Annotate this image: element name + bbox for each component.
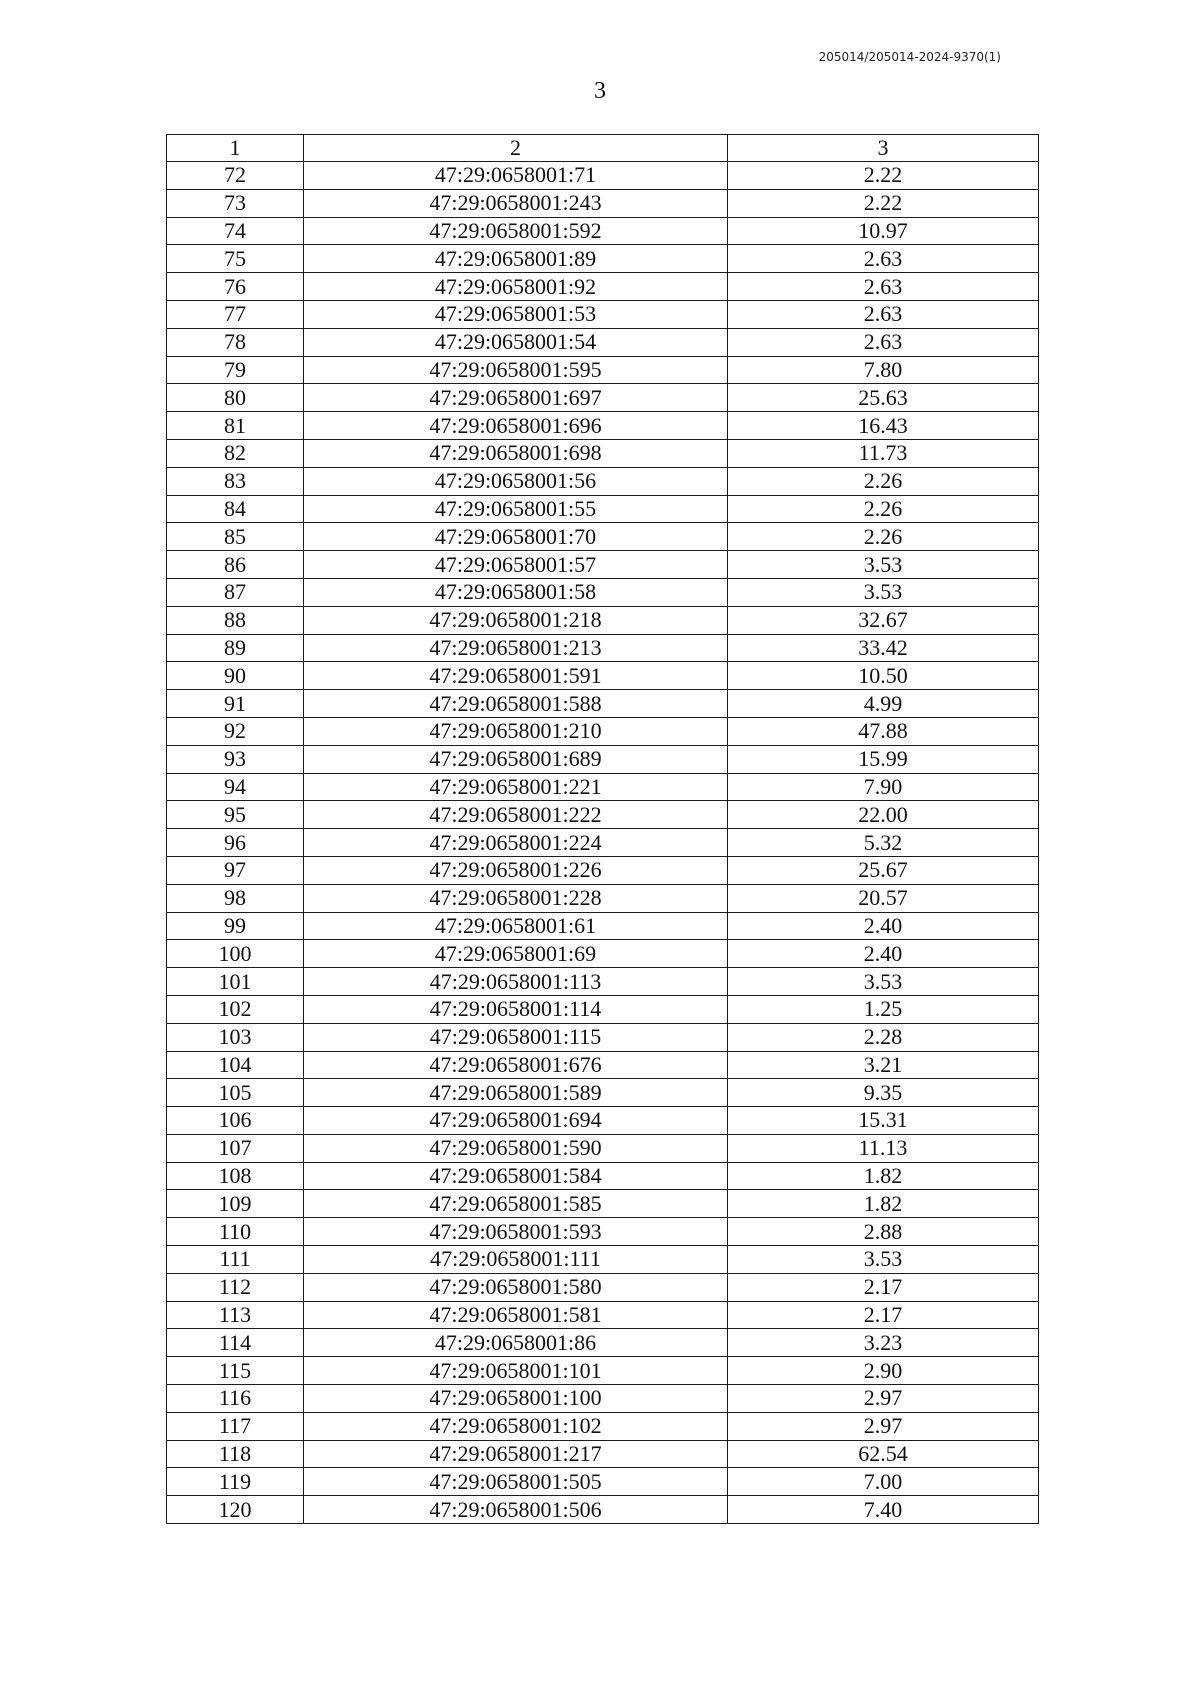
table-row [167, 940, 1039, 968]
table-row [167, 1357, 1039, 1385]
page-number: 3 [594, 78, 606, 104]
table-row [167, 328, 1039, 356]
cadastral-number-cell: 47:29:0658001:221 [304, 773, 728, 801]
cadastral-number-cell: 47:29:0658001:584 [304, 1162, 728, 1190]
value-cell: 33.42 [728, 634, 1039, 662]
table-row [167, 1246, 1039, 1274]
value-cell: 2.40 [728, 940, 1039, 968]
value-cell: 2.97 [728, 1412, 1039, 1440]
table-row [167, 1273, 1039, 1301]
row-number-cell: 83 [167, 467, 304, 495]
row-number-cell: 118 [167, 1440, 304, 1468]
table-row [167, 189, 1039, 217]
cadastral-number-cell: 47:29:0658001:55 [304, 495, 728, 523]
cadastral-number-cell: 47:29:0658001:57 [304, 551, 728, 579]
table-row [167, 829, 1039, 857]
table-row [167, 662, 1039, 690]
row-number-cell: 107 [167, 1134, 304, 1162]
cadastral-number-cell: 47:29:0658001:595 [304, 356, 728, 384]
table-row [167, 412, 1039, 440]
value-cell: 2.63 [728, 273, 1039, 301]
row-number-cell: 117 [167, 1412, 304, 1440]
value-cell: 22.00 [728, 801, 1039, 829]
value-cell: 1.82 [728, 1190, 1039, 1218]
value-cell: 2.63 [728, 300, 1039, 328]
value-cell: 25.67 [728, 856, 1039, 884]
value-cell: 1.25 [728, 995, 1039, 1023]
row-number-cell: 93 [167, 745, 304, 773]
cadastral-number-cell: 47:29:0658001:581 [304, 1301, 728, 1329]
row-number-cell: 115 [167, 1357, 304, 1385]
row-number-cell: 76 [167, 273, 304, 301]
value-cell: 3.53 [728, 578, 1039, 606]
value-cell: 1.82 [728, 1162, 1039, 1190]
cadastral-number-cell: 47:29:0658001:58 [304, 578, 728, 606]
table-row [167, 1023, 1039, 1051]
cadastral-number-cell: 47:29:0658001:224 [304, 829, 728, 857]
column-header-1: 1 [167, 135, 304, 162]
row-number-cell: 109 [167, 1190, 304, 1218]
value-cell: 2.26 [728, 495, 1039, 523]
cadastral-number-cell: 47:29:0658001:113 [304, 968, 728, 996]
row-number-cell: 92 [167, 717, 304, 745]
value-cell: 10.97 [728, 217, 1039, 245]
cadastral-number-cell: 47:29:0658001:506 [304, 1496, 728, 1524]
value-cell: 4.99 [728, 690, 1039, 718]
value-cell: 3.53 [728, 968, 1039, 996]
column-header-2: 2 [304, 135, 728, 162]
table-row [167, 1162, 1039, 1190]
row-number-cell: 94 [167, 773, 304, 801]
cadastral-number-cell: 47:29:0658001:591 [304, 662, 728, 690]
table-row [167, 1218, 1039, 1246]
cadastral-number-cell: 47:29:0658001:213 [304, 634, 728, 662]
table-header [167, 135, 1039, 162]
table-row [167, 245, 1039, 273]
table-row [167, 773, 1039, 801]
cadastral-number-cell: 47:29:0658001:71 [304, 162, 728, 190]
row-number-cell: 104 [167, 1051, 304, 1079]
cadastral-number-cell: 47:29:0658001:588 [304, 690, 728, 718]
table-row [167, 162, 1039, 190]
cadastral-number-cell: 47:29:0658001:218 [304, 606, 728, 634]
value-cell: 16.43 [728, 412, 1039, 440]
table-row [167, 606, 1039, 634]
cadastral-number-cell: 47:29:0658001:589 [304, 1079, 728, 1107]
value-cell: 2.28 [728, 1023, 1039, 1051]
cadastral-number-cell: 47:29:0658001:101 [304, 1357, 728, 1385]
cadastral-number-cell: 47:29:0658001:505 [304, 1468, 728, 1496]
value-cell: 20.57 [728, 884, 1039, 912]
value-cell: 2.63 [728, 245, 1039, 273]
cadastral-number-cell: 47:29:0658001:111 [304, 1246, 728, 1274]
row-number-cell: 90 [167, 662, 304, 690]
row-number-cell: 112 [167, 1273, 304, 1301]
table-row [167, 578, 1039, 606]
row-number-cell: 86 [167, 551, 304, 579]
value-cell: 9.35 [728, 1079, 1039, 1107]
table-row [167, 856, 1039, 884]
value-cell: 11.13 [728, 1134, 1039, 1162]
value-cell: 2.17 [728, 1273, 1039, 1301]
row-number-cell: 105 [167, 1079, 304, 1107]
value-cell: 11.73 [728, 439, 1039, 467]
row-number-cell: 91 [167, 690, 304, 718]
table-row [167, 1329, 1039, 1357]
table-row [167, 300, 1039, 328]
table-row [167, 1134, 1039, 1162]
table-row [167, 495, 1039, 523]
row-number-cell: 87 [167, 578, 304, 606]
table-row [167, 634, 1039, 662]
table-row [167, 745, 1039, 773]
value-cell: 2.26 [728, 523, 1039, 551]
cadastral-number-cell: 47:29:0658001:102 [304, 1412, 728, 1440]
row-number-cell: 106 [167, 1107, 304, 1135]
cadastral-number-cell: 47:29:0658001:694 [304, 1107, 728, 1135]
value-cell: 3.21 [728, 1051, 1039, 1079]
row-number-cell: 113 [167, 1301, 304, 1329]
row-number-cell: 79 [167, 356, 304, 384]
column-header-3: 3 [728, 135, 1039, 162]
cadastral-number-cell: 47:29:0658001:222 [304, 801, 728, 829]
header-row [167, 135, 1039, 162]
table-row [167, 801, 1039, 829]
cadastral-number-cell: 47:29:0658001:226 [304, 856, 728, 884]
value-cell: 10.50 [728, 662, 1039, 690]
table-body [167, 162, 1039, 1524]
table-row [167, 384, 1039, 412]
cadastral-number-cell: 47:29:0658001:590 [304, 1134, 728, 1162]
table-row [167, 995, 1039, 1023]
cadastral-number-cell: 47:29:0658001:696 [304, 412, 728, 440]
value-cell: 2.63 [728, 328, 1039, 356]
row-number-cell: 73 [167, 189, 304, 217]
table-row [167, 912, 1039, 940]
row-number-cell: 75 [167, 245, 304, 273]
cadastral-number-cell: 47:29:0658001:89 [304, 245, 728, 273]
value-cell: 62.54 [728, 1440, 1039, 1468]
table-row [167, 1301, 1039, 1329]
table-row [167, 356, 1039, 384]
row-number-cell: 85 [167, 523, 304, 551]
cadastral-number-cell: 47:29:0658001:217 [304, 1440, 728, 1468]
value-cell: 2.90 [728, 1357, 1039, 1385]
table-row [167, 273, 1039, 301]
cadastral-number-cell: 47:29:0658001:100 [304, 1385, 728, 1413]
cadastral-number-cell: 47:29:0658001:228 [304, 884, 728, 912]
table-row [167, 1079, 1039, 1107]
row-number-cell: 114 [167, 1329, 304, 1357]
row-number-cell: 101 [167, 968, 304, 996]
table-row [167, 1190, 1039, 1218]
value-cell: 7.40 [728, 1496, 1039, 1524]
row-number-cell: 84 [167, 495, 304, 523]
value-cell: 15.31 [728, 1107, 1039, 1135]
row-number-cell: 81 [167, 412, 304, 440]
table-row [167, 439, 1039, 467]
table-row [167, 1468, 1039, 1496]
row-number-cell: 98 [167, 884, 304, 912]
row-number-cell: 110 [167, 1218, 304, 1246]
row-number-cell: 119 [167, 1468, 304, 1496]
table-row [167, 1440, 1039, 1468]
row-number-cell: 102 [167, 995, 304, 1023]
cadastral-number-cell: 47:29:0658001:243 [304, 189, 728, 217]
table-row [167, 217, 1039, 245]
row-number-cell: 72 [167, 162, 304, 190]
cadastral-number-cell: 47:29:0658001:698 [304, 439, 728, 467]
table-row [167, 551, 1039, 579]
document-id: 205014/205014-2024-9370(1) [818, 50, 1001, 64]
row-number-cell: 89 [167, 634, 304, 662]
cadastral-number-cell: 47:29:0658001:210 [304, 717, 728, 745]
table-row [167, 1412, 1039, 1440]
row-number-cell: 120 [167, 1496, 304, 1524]
row-number-cell: 99 [167, 912, 304, 940]
value-cell: 25.63 [728, 384, 1039, 412]
row-number-cell: 96 [167, 829, 304, 857]
cadastral-table [166, 134, 1039, 1524]
cadastral-number-cell: 47:29:0658001:61 [304, 912, 728, 940]
row-number-cell: 116 [167, 1385, 304, 1413]
table-row [167, 1051, 1039, 1079]
row-number-cell: 78 [167, 328, 304, 356]
value-cell: 2.40 [728, 912, 1039, 940]
value-cell: 3.53 [728, 551, 1039, 579]
row-number-cell: 111 [167, 1246, 304, 1274]
value-cell: 2.22 [728, 189, 1039, 217]
row-number-cell: 82 [167, 439, 304, 467]
cadastral-number-cell: 47:29:0658001:69 [304, 940, 728, 968]
row-number-cell: 97 [167, 856, 304, 884]
cadastral-number-cell: 47:29:0658001:114 [304, 995, 728, 1023]
cadastral-number-cell: 47:29:0658001:585 [304, 1190, 728, 1218]
row-number-cell: 103 [167, 1023, 304, 1051]
value-cell: 2.97 [728, 1385, 1039, 1413]
value-cell: 2.88 [728, 1218, 1039, 1246]
cadastral-number-cell: 47:29:0658001:70 [304, 523, 728, 551]
table-row [167, 523, 1039, 551]
row-number-cell: 108 [167, 1162, 304, 1190]
cadastral-number-cell: 47:29:0658001:86 [304, 1329, 728, 1357]
table-row [167, 1107, 1039, 1135]
value-cell: 15.99 [728, 745, 1039, 773]
cadastral-number-cell: 47:29:0658001:53 [304, 300, 728, 328]
row-number-cell: 74 [167, 217, 304, 245]
value-cell: 2.22 [728, 162, 1039, 190]
row-number-cell: 100 [167, 940, 304, 968]
cadastral-number-cell: 47:29:0658001:115 [304, 1023, 728, 1051]
value-cell: 7.00 [728, 1468, 1039, 1496]
cadastral-number-cell: 47:29:0658001:593 [304, 1218, 728, 1246]
table-row [167, 690, 1039, 718]
cadastral-number-cell: 47:29:0658001:92 [304, 273, 728, 301]
table-row [167, 884, 1039, 912]
value-cell: 7.90 [728, 773, 1039, 801]
table-row [167, 1385, 1039, 1413]
value-cell: 5.32 [728, 829, 1039, 857]
cadastral-number-cell: 47:29:0658001:697 [304, 384, 728, 412]
cadastral-number-cell: 47:29:0658001:580 [304, 1273, 728, 1301]
cadastral-number-cell: 47:29:0658001:56 [304, 467, 728, 495]
cadastral-number-cell: 47:29:0658001:592 [304, 217, 728, 245]
cadastral-number-cell: 47:29:0658001:676 [304, 1051, 728, 1079]
row-number-cell: 95 [167, 801, 304, 829]
table-row [167, 968, 1039, 996]
row-number-cell: 77 [167, 300, 304, 328]
cadastral-number-cell: 47:29:0658001:54 [304, 328, 728, 356]
value-cell: 2.17 [728, 1301, 1039, 1329]
value-cell: 32.67 [728, 606, 1039, 634]
table-row [167, 467, 1039, 495]
value-cell: 3.53 [728, 1246, 1039, 1274]
value-cell: 47.88 [728, 717, 1039, 745]
cadastral-number-cell: 47:29:0658001:689 [304, 745, 728, 773]
table-row [167, 1496, 1039, 1524]
row-number-cell: 80 [167, 384, 304, 412]
value-cell: 3.23 [728, 1329, 1039, 1357]
value-cell: 2.26 [728, 467, 1039, 495]
row-number-cell: 88 [167, 606, 304, 634]
value-cell: 7.80 [728, 356, 1039, 384]
table-row [167, 717, 1039, 745]
